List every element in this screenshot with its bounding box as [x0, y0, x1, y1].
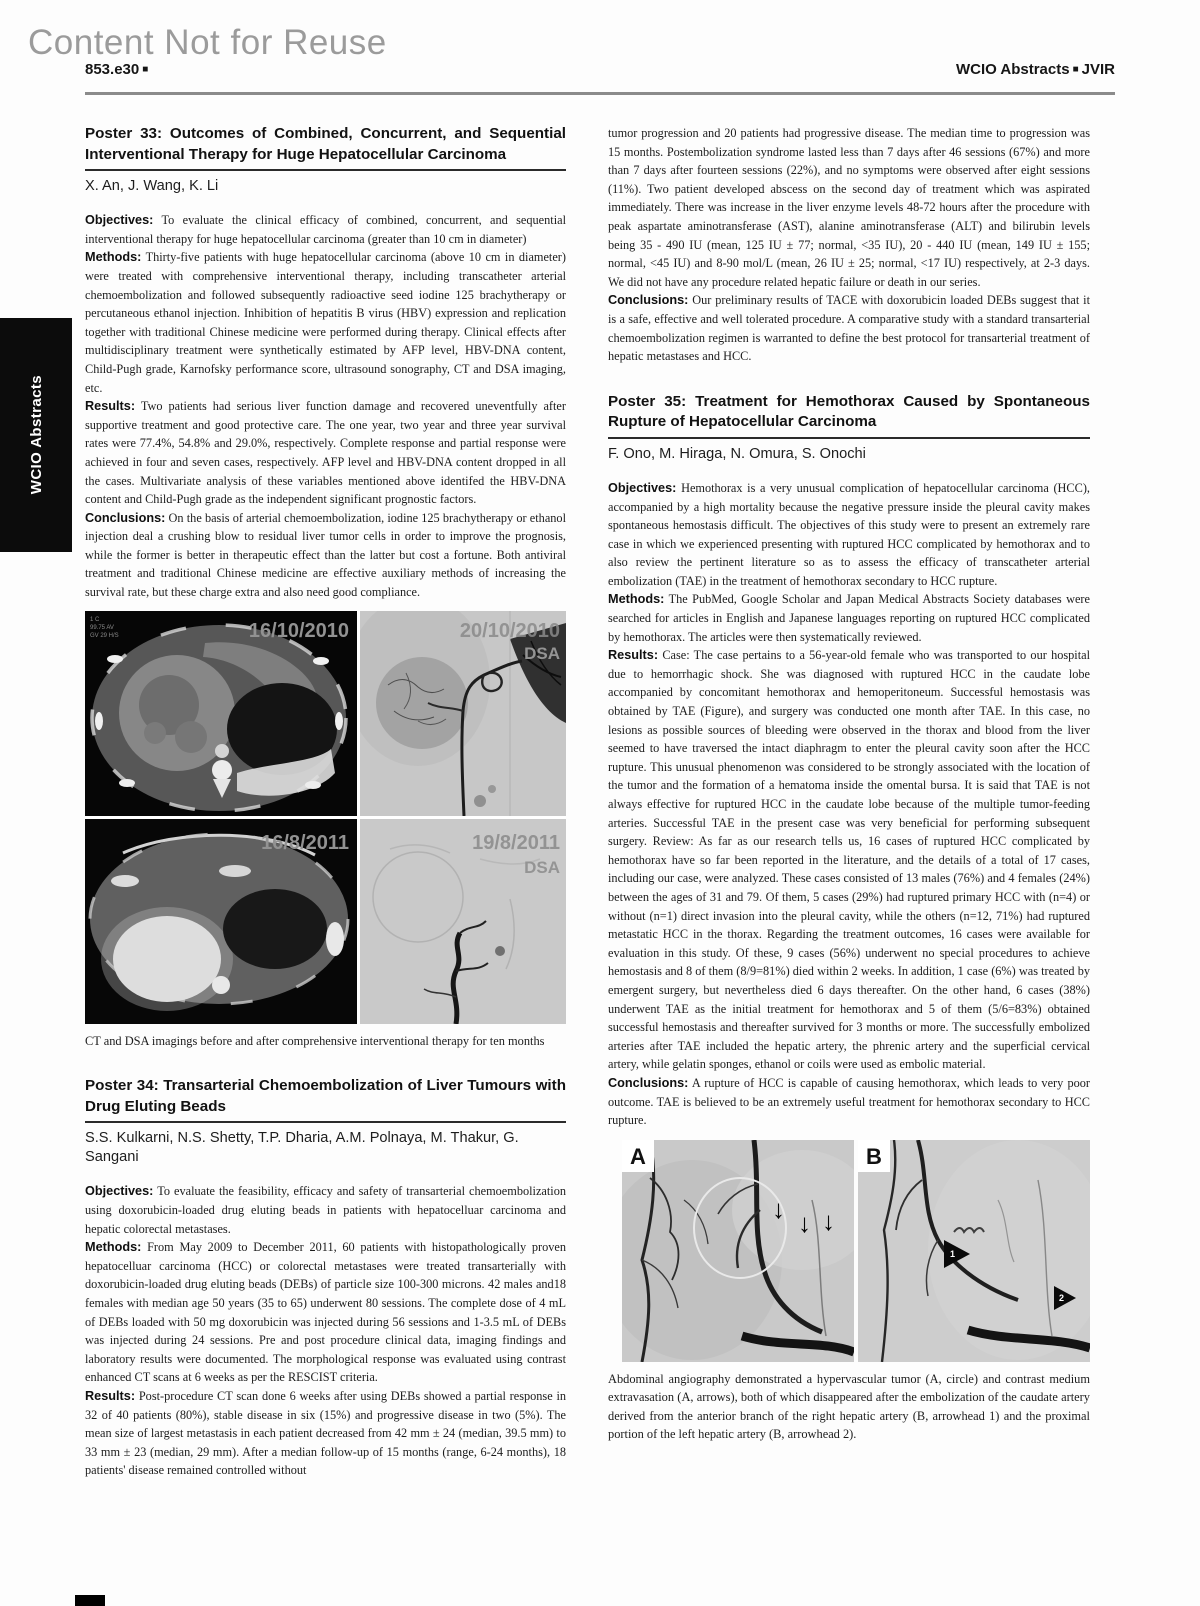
poster34-authors: S.S. Kulkarni, N.S. Shetty, T.P. Dharia, A.M. Polnaya, M. Thakur, G. Sangani	[85, 1130, 519, 1166]
poster34-objectives	[85, 1182, 566, 1238]
poster35-abstract	[608, 479, 1090, 1130]
page-number	[85, 61, 151, 78]
section-label: Results:	[608, 648, 659, 663]
dsa-image-post-treatment	[360, 819, 566, 1024]
square-marker-icon: ■	[1072, 64, 1079, 75]
section-label: Conclusions:	[85, 510, 166, 525]
poster34-block	[85, 1076, 566, 1480]
journal-abbreviation: JVIR	[1081, 61, 1115, 78]
section-text: To evaluate the feasibility, efficacy and safety of transarterial chemoembolization using doxorubicin-loaded drug eluting beads in patients with hepatocelluar carcinoma and hepatic colorectal metastases.	[85, 1184, 566, 1236]
figure-angiography	[622, 1140, 1090, 1362]
watermark-text: Content Not for Reuse	[28, 23, 387, 62]
spine	[212, 760, 232, 780]
section-label: Objectives:	[608, 480, 677, 495]
section-text: On the basis of arterial chemoembolization, iodine 125 brachytherapy or ethanol injection deal a crushing blow to residual liver tumor cells in order to improve the prognosis, while the former is better in therapeutic effect than the latter but cost a fortune. Both antiviral treatment and traditional Chinese medicine are effective auxiliary methods of increasing the survival rate, but these charge extra and also need good compliance.	[85, 510, 566, 600]
poster35-title: Poster 35: Treatment for Hemothorax Caused by Spontaneous Rupture of Hepatocellular Carcinoma	[608, 392, 1090, 439]
poster34-results	[85, 1387, 566, 1480]
poster35-conclusions	[608, 1074, 1090, 1130]
section-text: The PubMed, Google Scholar and Japan Medical Abstracts Society databases were searched for articles in English and Japanese languages reporting on ruptured HCC complicated by hemothorax. The articles were then systematically reviewed.	[608, 592, 1090, 644]
section-text: Two patients had serious liver function damage and recovered uneventfully after supportive treatment and good protective care. The one year, two year and three year survival rates were 77.4%, 54.8% and 29.0%, respectively. Complete response and partial response were achieved in four and seven cases, respectively. AFP level and HBV-DNA content dropped in all the cases. Multivariate analysis of these variables mentioned above identifed the HBV-DNA content and Child-Pugh grade as the independent significant prognostic factors.	[85, 399, 566, 507]
section-label: Conclusions:	[608, 1075, 689, 1090]
ct-image-pre-treatment	[85, 611, 357, 816]
page-corner-mark	[75, 1595, 105, 1606]
section-label: Results:	[85, 1388, 136, 1403]
section-label: Conclusions:	[608, 293, 689, 308]
poster33-results	[85, 397, 566, 509]
poster34-conclusions	[608, 291, 1090, 365]
section-text: To evaluate the clinical efficacy of combined, concurrent, and sequential interventional therapy for huge hepatocellular carcinoma (greater than 10 cm in diameter)	[85, 213, 566, 246]
ct-image-post-treatment	[85, 819, 357, 1024]
panel-label-b: B	[866, 1143, 882, 1169]
figure1-caption: CT and DSA imagings before and after comprehensive interventional therapy for ten months	[85, 1033, 545, 1048]
scan-date: 20/10/2010	[459, 619, 560, 642]
page-number-value: 853.e30	[85, 61, 140, 78]
figure-ct-dsa-grid	[85, 611, 566, 1024]
poster34-results-continuation: tumor progression and 20 patients had progressive disease. The median time to progression was 15 months. Postembolization syndrome lasted less than 7 days after 46 sessions (67%) and more than 7 days after fourteen sessions (22%), and no symptoms were observed after eight sessions (11%). Two patient developed abscess on the second day of treatment which was aspirated immediately. There was increase in the liver enzyme levels 48-72 hours after the procedure with peak aspartate aminotransferase (AST), alanine aminotransferase (ALT) and bilirubin levels being 35 - 490 IU (mean, 125 IU ± 77; normal, <35 IU), 20 - 440 IU (mean, 149 IU ± 155; normal, <45 IU) and 8-90 mol/L (mean, 26 IU ± 25; normal, <17 IU) respectively, at 2-3 days. We did not have any procedure related hepatic failure or death in our series.	[608, 126, 1090, 289]
poster35-block	[608, 392, 1090, 1130]
section-label: Methods:	[85, 1240, 142, 1255]
section-text: Our preliminary results of TACE with doxorubicin loaded DEBs suggest that it is a safe, effective and well tolerated procedure. A comparative study with a standard transarterial chemoembolization regimen is warranted to define the best protocol for transarterial treatment of hepatic metastases and HCC.	[608, 293, 1090, 364]
arrow-down-icon: ↓	[822, 1205, 835, 1236]
left-column	[85, 124, 566, 1480]
poster35-results	[608, 646, 1090, 1074]
angiogram-panel-b	[858, 1140, 1090, 1362]
section-text: Thirty-five patients with huge hepatocellular carcinoma (above 10 cm in diameter) were treated with comprehensive interventional therapy, including transcatheter arterial chemoembolization and followed subsequently radioactive seed iodine 125 brachytherapy or percutaneous ethanol injection. Inhibition of hepatitis B virus (HBV) expression and replication together with traditional Chinese medicine were performed during therapy. Clinical effects after multidisciplinary treatment were synthetically estimated by AFP level, HBV-DNA content, Child-Pugh grade, Karnofsky performance score, ultrasound sonography, CT and DSA imaging, etc.	[85, 250, 566, 395]
section-text: Hemothorax is a very unusual complication of hepatocellular carcinoma (HCC), accompanied by a high mortality because the negative pressure inside the pleural cavity makes spontaneous hemostasis difficult. The objectives of this study were to present an extremely rare case in which we experienced presenting with ruptured HCC complicated by hemothorax and to also review the pertinent literature so as to assess the efficacy of transcatheter arterial embolization (TAE) in the treatment of hemothorax secondary to HCC rupture.	[608, 480, 1090, 588]
section-label: Objectives:	[85, 1184, 154, 1199]
section-text: Case: The case pertains to a 56-year-old female who was transported to our hospital due to hemorrhagic shock. She was diagnosed with ruptured HCC in the caudate lobe accompanied by concomitant hemothorax and hemoperitoneum. Successful hemostasis was obtained by TAE (Figure), and surgery was conducted one month after TAE. In this case, no lesions as possible sources of bleeding were observed in the thorax and blood from the liver seemed to have traversed the intact diaphragm to enter the pleural cavity soon after the HCC rupture. This unusual phenomenon was considered to be strongly associated with the location of the tumor and the formation of a hematoma inside the omental bursa. It is said that TAE is not always effective for ruptured HCC in the caudate lobe because of the multiple tumor-feeding arteries. Successful TAE in the present case was very beneficial for performing subsequent surgery. Review: As far as our research tells us, 16 cases of ruptured HCC complicated by hemothorax have so far been reported in the literature, and the details of a total of 17 cases, including our case, were analyzed. These cases consisted of 13 males (76%) and 4 females (24%) between the ages of 31 and 79. Of them, 5 cases (29%) had ruptured primary HCC with (n=4) or without (n=1) direct invasion into the pleural cavity, while the others (n=12, 71%) had ruptured metastatic HCC in the thorax. Regarding the treatment outcomes, 16 cases were available for evaluation in this study. Of these, 9 cases (56%) underwent no special procedures to achieve hemostasis and 8 of them (8/9=81%) died within 2 weeks. In addition, 1 case (6%) was treated by emergent surgery, but nevertheless died 6 days thereafter. On the other hand, 6 cases (38%) underwent TAE as the initial treatment for hemothorax and 5 of them (5/6=83%) obtained successful hemostasis and thereafter survived for 3 months or more. The successfully embolized arteries after TAE included the hepatic artery, the phrenic artery and the superficial cervical artery, while gelatin sponges, ethanol or coils were used as embolic material.	[608, 648, 1091, 1072]
poster34-title: Poster 34: Transarterial Chemoembolization of Liver Tumours with Drug Eluting Beads	[85, 1076, 566, 1123]
arrow-down-icon: ↓	[798, 1207, 811, 1238]
header-rule	[85, 92, 1115, 95]
modality-label: DSA	[524, 857, 560, 877]
svg-text:1 C: 1 C	[90, 616, 100, 623]
section-side-tab	[0, 318, 72, 552]
section-label: Methods:	[608, 592, 665, 607]
square-marker-icon: ■	[142, 64, 149, 75]
scan-date: 19/8/2011	[472, 831, 560, 854]
poster34-abstract	[85, 1182, 566, 1480]
modality-label: DSA	[524, 643, 560, 663]
section-text: A rupture of HCC is capable of causing hemothorax, which leads to very poor outcome. TAE is believed to be an extremely useful treatment for hemothorax secondary to HCC rupture.	[608, 1075, 1090, 1128]
figure2-caption: Abdominal angiography demonstrated a hypervascular tumor (A, circle) and contrast medium extravasation (A, arrows), both of which disappeared after the embolization of the caudate artery derived from the anterior branch of the right hepatic artery (B, arrowhead 1) and the proximal portion of the left hepatic artery (B, arrowhead 2).	[608, 1371, 1090, 1442]
poster33-methods	[85, 248, 566, 397]
running-head	[956, 61, 1115, 78]
poster35-objectives	[608, 479, 1090, 591]
poster33-authors: X. An, J. Wang, K. Li	[85, 178, 219, 195]
section-label: Methods:	[85, 250, 142, 265]
side-tab-label: WCIO Abstracts	[27, 375, 45, 495]
scan-date: 16/8/2011	[261, 831, 349, 854]
arrowhead-1-number: 1	[950, 1248, 956, 1259]
poster33-abstract	[85, 211, 566, 601]
poster33-title: Poster 33: Outcomes of Combined, Concurrent, and Sequential Interventional Therapy for Huge Hepatocellular Carcinoma	[85, 124, 566, 171]
angiogram-panel-a	[622, 1140, 854, 1362]
poster34-methods	[85, 1238, 566, 1387]
section-text: Post-procedure CT scan done 6 weeks after using DEBs showed a partial response in 32 of 40 patients (80%), stable disease in six (15%) and progressive disease in two (5%). The mean size of largest metastasis in each patient decreased from 42 mm ± 24 (median, 39.5 mm) to 33 mm ± 23 (median, 29 mm). After a median follow-up of 15 months (range, 6-24 months), 18 patients' disease remained controlled without	[85, 1388, 567, 1478]
panel-label-a: A	[630, 1143, 646, 1169]
arrowhead-2-number: 2	[1059, 1292, 1065, 1303]
arrow-down-icon: ↓	[772, 1193, 785, 1224]
right-column	[608, 124, 1090, 1444]
tumor-blush	[376, 657, 468, 749]
poster35-methods	[608, 590, 1090, 646]
section-text: From May 2009 to December 2011, 60 patients with histopathologically proven hepatocelluar carcinoma (HCC) or colorectal metastases were treated transarterially with doxorubicin-loaded drug eluting beads (DEBs) of particle size 100-300 microns. 42 males and18 females with median age 50 years (35 to 65) underwent 80 sessions. The complete dose of 4 mL of DEBs loaded with 50 mg doxorubicin was injected during 56 sessions and 1-3.5 mL of DEBs was injected during 24 sessions. Pre and post procedure clinical data, imaging findings and laboratory results were documented. The morphological response was evaluated using contrast enhanced CT scans at 6 weeks as per the RESCIST criteria.	[85, 1240, 566, 1385]
section-label: Objectives:	[85, 213, 154, 228]
poster33-conclusions	[85, 509, 566, 602]
poster35-authors: F. Ono, M. Hiraga, N. Omura, S. Onochi	[608, 445, 866, 462]
poster33-objectives	[85, 211, 566, 248]
svg-text:99.75 AV: 99.75 AV	[90, 624, 114, 631]
dsa-image-pre-treatment	[360, 611, 566, 816]
svg-text:GV 29 H/S: GV 29 H/S	[90, 632, 119, 639]
running-head-section: WCIO Abstracts	[955, 61, 1070, 78]
scan-date: 16/10/2010	[248, 619, 349, 642]
section-label: Results:	[85, 399, 136, 414]
